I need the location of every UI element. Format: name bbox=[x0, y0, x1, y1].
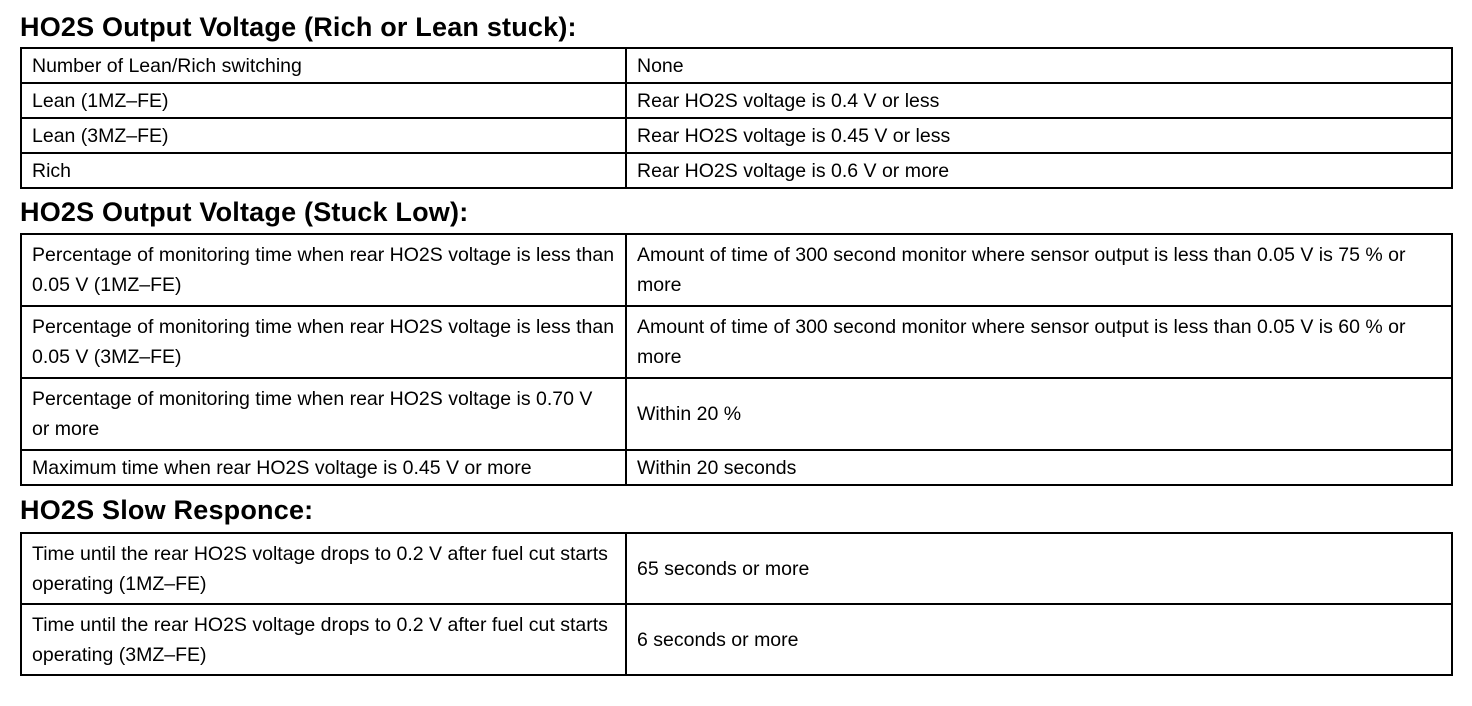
stuck-low-table bbox=[20, 233, 1453, 486]
section-title-slow-response: HO2S Slow Responce: bbox=[20, 495, 314, 525]
slow-response-table bbox=[20, 532, 1453, 676]
rich-lean-stuck-table bbox=[20, 47, 1453, 189]
item-cell: Percentage of monitoring time when rear HO2S voltage is less than 0.05 V (3MZ–FE) bbox=[21, 306, 626, 378]
item-cell: Time until the rear HO2S voltage drops to 0.2 V after fuel cut starts operating (3MZ–FE) bbox=[21, 604, 626, 675]
value-cell: Amount of time of 300 second monitor where sensor output is less than 0.05 V is 60 % or more bbox=[626, 306, 1452, 378]
table-row bbox=[21, 450, 1452, 485]
item-cell: Lean (3MZ–FE) bbox=[21, 118, 626, 153]
value-cell: Rear HO2S voltage is 0.6 V or more bbox=[626, 153, 1452, 188]
value-cell: Within 20 seconds bbox=[626, 450, 1452, 485]
value-cell: Rear HO2S voltage is 0.45 V or less bbox=[626, 118, 1452, 153]
item-cell: Time until the rear HO2S voltage drops to 0.2 V after fuel cut starts operating (1MZ–FE) bbox=[21, 533, 626, 604]
value-cell: 6 seconds or more bbox=[626, 604, 1452, 675]
item-cell: Rich bbox=[21, 153, 626, 188]
item-cell: Maximum time when rear HO2S voltage is 0.45 V or more bbox=[21, 450, 626, 485]
value-cell: None bbox=[626, 48, 1452, 83]
section-title-stuck-low: HO2S Output Voltage (Stuck Low): bbox=[20, 197, 469, 227]
table-row bbox=[21, 153, 1452, 188]
item-cell: Percentage of monitoring time when rear HO2S voltage is 0.70 V or more bbox=[21, 378, 626, 450]
item-cell: Percentage of monitoring time when rear HO2S voltage is less than 0.05 V (1MZ–FE) bbox=[21, 234, 626, 306]
table-row bbox=[21, 604, 1452, 675]
value-cell: Amount of time of 300 second monitor where sensor output is less than 0.05 V is 75 % or more bbox=[626, 234, 1452, 306]
table-row bbox=[21, 48, 1452, 83]
section-title-rich-lean-stuck: HO2S Output Voltage (Rich or Lean stuck): bbox=[20, 12, 577, 42]
table-row bbox=[21, 83, 1452, 118]
item-cell: Lean (1MZ–FE) bbox=[21, 83, 626, 118]
value-cell: 65 seconds or more bbox=[626, 533, 1452, 604]
table-row bbox=[21, 234, 1452, 306]
document-page bbox=[20, 0, 1452, 676]
value-cell: Rear HO2S voltage is 0.4 V or less bbox=[626, 83, 1452, 118]
table-row bbox=[21, 306, 1452, 378]
value-cell: Within 20 % bbox=[626, 378, 1452, 450]
table-row bbox=[21, 118, 1452, 153]
table-row bbox=[21, 533, 1452, 604]
table-row bbox=[21, 378, 1452, 450]
item-cell: Number of Lean/Rich switching bbox=[21, 48, 626, 83]
